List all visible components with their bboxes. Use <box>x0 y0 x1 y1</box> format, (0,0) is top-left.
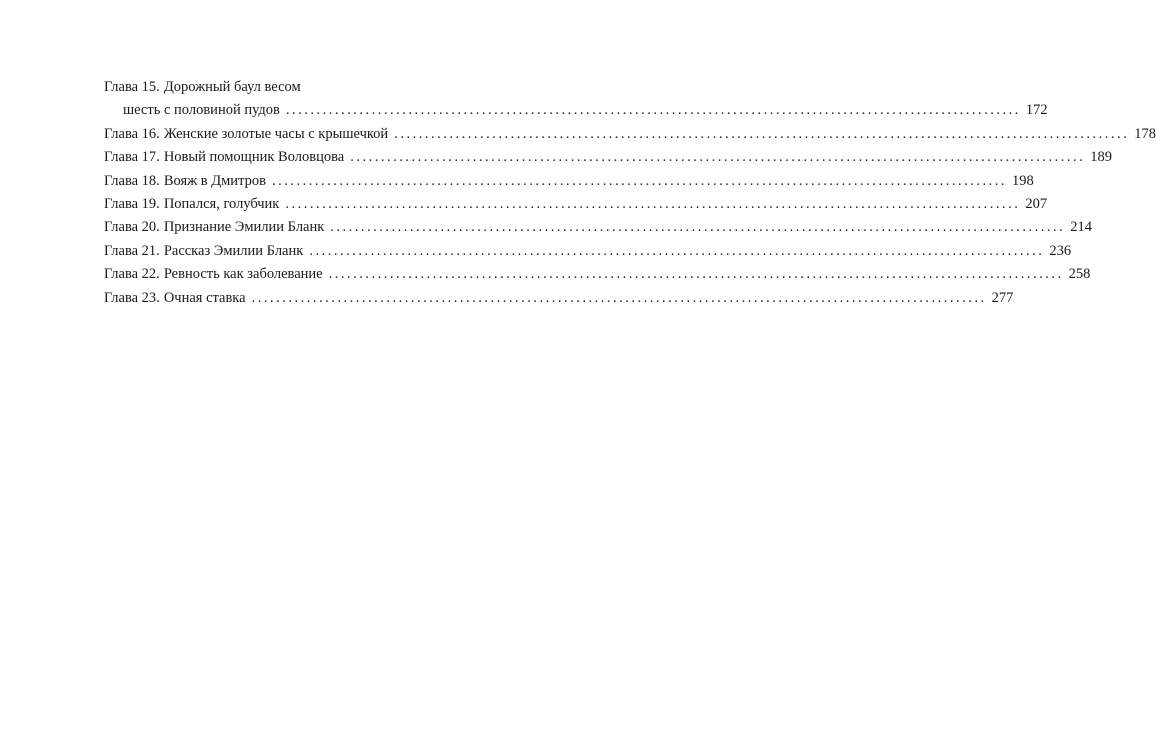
toc-entry-chapter-19 <box>104 193 1048 216</box>
toc-entry-line <box>104 216 1093 239</box>
toc-entry-line <box>104 263 1091 286</box>
dot-leader: ........................................................................................................................ <box>309 242 1045 259</box>
toc-entry-chapter-16 <box>104 123 1156 146</box>
page-number: 172 <box>1025 102 1048 119</box>
dot-leader: ........................................................................................................................ <box>251 289 987 306</box>
toc-entry-line <box>104 123 1156 146</box>
page-number: 277 <box>991 289 1014 306</box>
chapter-title: Очная ставка <box>163 289 246 306</box>
page-number: 198 <box>1011 172 1034 189</box>
chapter-number: Глава 19. <box>104 196 160 213</box>
toc-entry-line <box>104 240 1072 263</box>
chapter-title: Рассказ Эмилии Бланк <box>163 242 304 259</box>
toc-entry-chapter-23 <box>104 287 1014 310</box>
chapter-number: Глава 17. <box>104 149 160 166</box>
chapter-title: Попался, голубчик <box>163 196 280 213</box>
toc-entry-chapter-15 <box>104 76 1048 123</box>
table-of-contents <box>104 76 1156 310</box>
chapter-number: Глава 20. <box>104 219 160 236</box>
chapter-number: Глава 18. <box>104 172 160 189</box>
toc-entry-line <box>104 193 1048 216</box>
dot-leader: ........................................................................................................................ <box>350 149 1086 166</box>
toc-entry-chapter-22 <box>104 263 1091 286</box>
chapter-title: Новый помощник Воловцова <box>163 149 345 166</box>
toc-entry-chapter-21 <box>104 240 1072 263</box>
chapter-number: Глава 23. <box>104 289 160 306</box>
dot-leader: ........................................................................................................................ <box>330 219 1066 236</box>
dot-leader: ........................................................................................................................ <box>271 172 1007 189</box>
chapter-title: Женские золотые часы с крышечкой <box>163 125 389 142</box>
page-number: 236 <box>1049 242 1072 259</box>
toc-entry-second-line <box>104 99 1048 122</box>
toc-entry-chapter-18 <box>104 170 1034 193</box>
page-number: 189 <box>1090 149 1112 166</box>
page-number: 178 <box>1134 125 1156 142</box>
chapter-number: Глава 15. <box>104 79 160 95</box>
chapter-title: Признание Эмилии Бланк <box>163 219 325 236</box>
chapter-number: Глава 16. <box>104 125 160 142</box>
chapter-title: Вояж в Дмитров <box>163 172 266 189</box>
toc-entry-chapter-17 <box>104 146 1112 169</box>
chapter-title: шесть с половиной пудов <box>123 102 280 119</box>
dot-leader: ........................................................................................................................ <box>394 125 1130 142</box>
chapter-title-first-line: Дорожный баул весом <box>163 79 301 95</box>
toc-entry-line <box>104 146 1112 169</box>
toc-entry-line <box>104 287 1014 310</box>
page-number: 214 <box>1070 219 1093 236</box>
toc-entry-line <box>104 170 1034 193</box>
page-number: 207 <box>1025 196 1048 213</box>
chapter-number: Глава 22. <box>104 266 160 283</box>
chapter-title: Ревность как заболевание <box>163 266 323 283</box>
dot-leader: ........................................................................................................................ <box>285 102 1021 119</box>
dot-leader: ........................................................................................................................ <box>285 196 1021 213</box>
page-number: 258 <box>1068 266 1091 283</box>
chapter-number: Глава 21. <box>104 242 160 259</box>
toc-entry-chapter-20 <box>104 216 1093 239</box>
dot-leader: ........................................................................................................................ <box>328 266 1064 283</box>
toc-entry-first-line <box>104 76 460 99</box>
